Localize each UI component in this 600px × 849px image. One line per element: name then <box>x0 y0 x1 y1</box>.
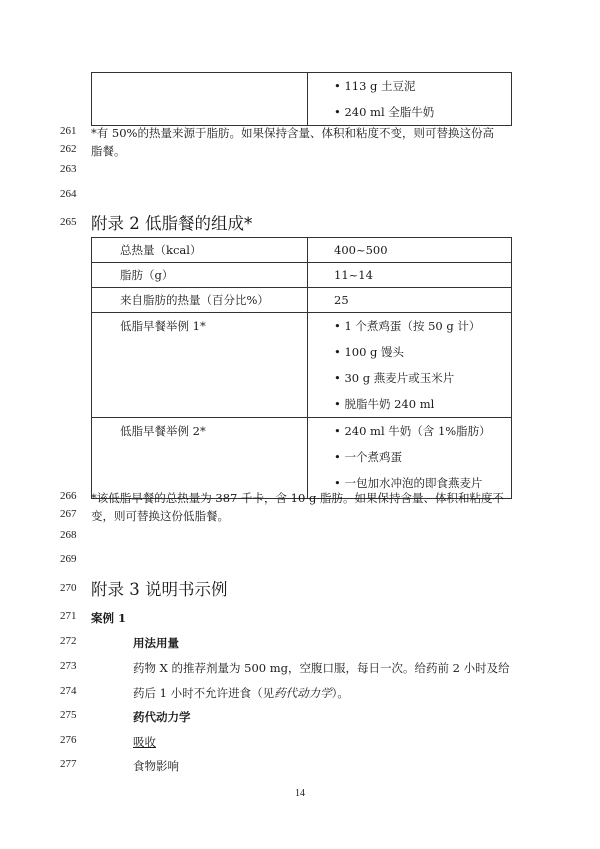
line-number: 269 <box>60 553 77 565</box>
table-cell-value: 25 <box>308 288 512 313</box>
table-cell-label <box>92 418 308 499</box>
body-text: ）。 <box>331 686 349 700</box>
line-number: 273 <box>60 660 77 672</box>
footnote-line: *有 50%的热量来源于脂肪。如果保持含量、体积和粘度不变，则可替换这份高 <box>91 126 494 140</box>
line-number: 261 <box>60 125 77 137</box>
list-item: • 1 个煮鸡蛋（按 50 g 计） <box>334 319 481 333</box>
line-number: 268 <box>60 529 77 541</box>
line-number: 262 <box>60 143 77 155</box>
list-item: • 一包加水冲泡的即食燕麦片 <box>334 476 483 490</box>
case-label: 案例 1 <box>91 611 127 625</box>
line-number: 266 <box>60 490 77 502</box>
line-number: 274 <box>60 685 77 697</box>
footnote-line: 脂餐。 <box>91 144 126 158</box>
table-cell-items <box>308 73 512 126</box>
subheading-underlined: 吸收 <box>133 735 156 749</box>
line-number: 275 <box>60 709 77 721</box>
list-item: • 100 g 馒头 <box>334 345 405 359</box>
subsection-heading: 药代动力学 <box>133 710 191 724</box>
section-heading: 附录 2 低脂餐的组成* <box>91 214 253 233</box>
table-cell-value: 11~14 <box>308 263 512 288</box>
previous-table-fragment <box>91 72 512 126</box>
page-number: 14 <box>295 788 305 799</box>
body-text: 药后 1 小时不允许进食（见 <box>133 686 275 700</box>
table-cell-label <box>92 313 308 418</box>
example-label: 低脂早餐举例 2* <box>120 424 206 438</box>
line-number: 277 <box>60 758 77 770</box>
table-cell-empty <box>92 73 308 126</box>
body-line: 食物影响 <box>133 759 179 773</box>
cross-reference-link[interactable]: 药代动力学 <box>274 686 332 700</box>
line-number: 276 <box>60 734 77 746</box>
table-cell-value: 400~500 <box>308 238 512 263</box>
subsection-heading: 用法用量 <box>133 636 179 650</box>
line-number: 271 <box>60 610 77 622</box>
list-item: • 30 g 燕麦片或玉米片 <box>334 371 455 385</box>
table-cell-items <box>308 313 512 418</box>
footnote-line: 变，则可替换这份低脂餐。 <box>91 509 229 523</box>
body-line <box>133 685 349 701</box>
footnote-line: *该低脂早餐的总热量为 387 千卡，含 10 g 脂肪。如果保持含量、体积和粘度不 <box>91 491 504 505</box>
section-heading: 附录 3 说明书示例 <box>91 580 228 599</box>
table-cell-label: 总热量（kcal） <box>92 238 308 263</box>
list-item: • 一个煮鸡蛋 <box>334 450 402 464</box>
line-number: 270 <box>60 582 77 594</box>
table-cell-label: 来自脂肪的热量（百分比%） <box>92 288 308 313</box>
line-number: 263 <box>60 163 77 175</box>
table-cell-label: 脂肪（g） <box>92 263 308 288</box>
list-item: • 脱脂牛奶 240 ml <box>334 397 435 411</box>
list-item: • 240 ml 全脂牛奶 <box>334 105 435 119</box>
line-number: 264 <box>60 188 77 200</box>
example-label: 低脂早餐举例 1* <box>120 319 206 333</box>
list-item: • 113 g 土豆泥 <box>334 79 416 93</box>
line-number: 267 <box>60 508 77 520</box>
line-number: 272 <box>60 635 77 647</box>
low-fat-meal-table <box>91 237 512 499</box>
body-line: 药物 X 的推荐剂量为 500 mg，空腹口服，每日一次。给药前 2 小时及给 <box>133 661 510 675</box>
table-cell-items <box>308 418 512 499</box>
line-number: 265 <box>60 216 77 228</box>
list-item: • 240 ml 牛奶（含 1%脂肪） <box>334 424 491 438</box>
